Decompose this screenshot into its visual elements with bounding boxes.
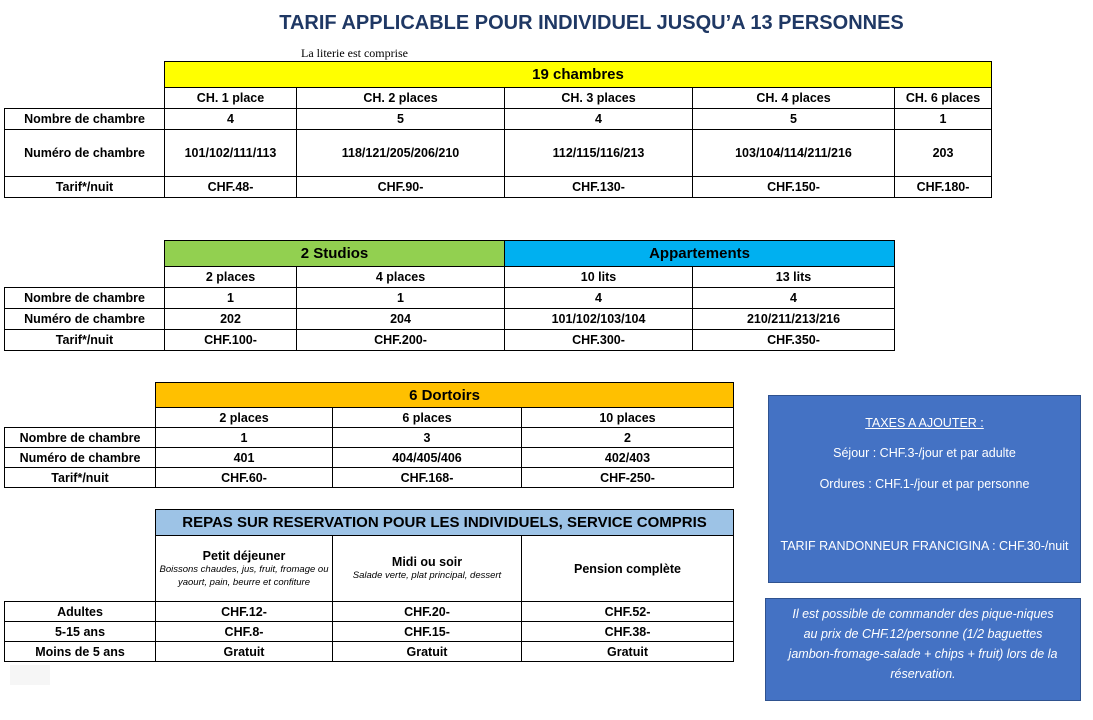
blank-cell [5, 62, 165, 88]
meal-price: CHF.12- [156, 602, 333, 622]
room-rate: CHF.130- [505, 177, 693, 198]
appartement-type: 10 lits [505, 267, 693, 288]
room-count: 5 [297, 109, 505, 130]
row-label-number: Numéro de chambre [5, 130, 165, 177]
dortoir-rate: CHF.168- [333, 468, 522, 488]
blank-cell [5, 88, 165, 109]
blank-cell [5, 241, 165, 267]
studio-numbers: 202 [165, 309, 297, 330]
taxes-ordures: Ordures : CHF.1-/jour et par personne [819, 477, 1030, 491]
appartement-count: 4 [505, 288, 693, 309]
studios-appartements-table [4, 240, 895, 351]
room-count: 1 [895, 109, 992, 130]
meal-price: Gratuit [522, 642, 734, 662]
room-type: CH. 2 places [297, 88, 505, 109]
dortoir-numbers: 402/403 [522, 448, 734, 468]
meal-price: CHF.8- [156, 622, 333, 642]
picnic-line: jambon-fromage-salade + chips + fruit) lors de la [788, 647, 1058, 661]
blank-cell [5, 510, 156, 536]
appartements-header: Appartements [505, 241, 895, 267]
picnic-box [765, 598, 1081, 701]
blank-cell [5, 383, 156, 408]
dortoirs-header: 6 Dortoirs [156, 383, 734, 408]
picnic-line: au prix de CHF.12/personne (1/2 baguettes [803, 627, 1043, 641]
blank-cell [5, 267, 165, 288]
tarif-randonneur: TARIF RANDONNEUR FRANCIGINA : CHF.30-/nuit [780, 539, 1069, 553]
row-label-count: Nombre de chambre [5, 109, 165, 130]
room-type: CH. 4 places [693, 88, 895, 109]
room-numbers: 203 [895, 130, 992, 177]
taxes-box [768, 395, 1081, 583]
row-label-rate: Tarif*/nuit [5, 177, 165, 198]
studio-type: 2 places [165, 267, 297, 288]
repas-table [4, 509, 734, 662]
room-type: CH. 6 places [895, 88, 992, 109]
page-title: TARIF APPLICABLE POUR INDIVIDUEL JUSQU’A 13 PERSONNES [279, 12, 904, 34]
appartement-numbers: 210/211/213/216 [693, 309, 895, 330]
studio-count: 1 [165, 288, 297, 309]
room-numbers: 101/102/111/113 [165, 130, 297, 177]
taxes-sejour: Séjour : CHF.3-/jour et par adulte [833, 446, 1016, 460]
dortoir-numbers: 401 [156, 448, 333, 468]
dortoir-numbers: 404/405/406 [333, 448, 522, 468]
appartement-rate: CHF.300- [505, 330, 693, 351]
chambres-table [4, 61, 992, 198]
room-rate: CHF.180- [895, 177, 992, 198]
dortoir-rate: CHF-250- [522, 468, 734, 488]
room-count: 4 [165, 109, 297, 130]
meal-name: Midi ou soir [391, 555, 463, 569]
row-label-count: Nombre de chambre [5, 428, 156, 448]
picnic-line: Il est possible de commander des pique-niques [792, 607, 1054, 621]
meal-breakfast [156, 536, 333, 602]
studio-numbers: 204 [297, 309, 505, 330]
room-rate: CHF.48- [165, 177, 297, 198]
age-label: Moins de 5 ans [5, 642, 156, 662]
faint-artifact [10, 665, 50, 685]
blank-cell [5, 408, 156, 428]
studio-count: 1 [297, 288, 505, 309]
meal-price: CHF.52- [522, 602, 734, 622]
dortoir-type: 2 places [156, 408, 333, 428]
row-label-rate: Tarif*/nuit [5, 468, 156, 488]
dortoir-count: 3 [333, 428, 522, 448]
age-label: Adultes [5, 602, 156, 622]
dortoirs-table [4, 382, 734, 488]
taxes-title: TAXES A AJOUTER : [865, 416, 984, 430]
row-label-rate: Tarif*/nuit [5, 330, 165, 351]
meal-description: Boissons chaudes, jus, fruit, fromage ou yaourt, pain, beurre et confiture [159, 563, 329, 588]
picnic-line: réservation. [890, 667, 956, 681]
meal-price: CHF.20- [333, 602, 522, 622]
room-rate: CHF.90- [297, 177, 505, 198]
meal-name: Pension complète [574, 561, 681, 576]
row-label-number: Numéro de chambre [5, 448, 156, 468]
appartement-numbers: 101/102/103/104 [505, 309, 693, 330]
studio-rate: CHF.200- [297, 330, 505, 351]
studio-type: 4 places [297, 267, 505, 288]
age-label: 5-15 ans [5, 622, 156, 642]
dortoir-count: 2 [522, 428, 734, 448]
dortoir-count: 1 [156, 428, 333, 448]
meal-full-board [522, 536, 734, 602]
appartement-count: 4 [693, 288, 895, 309]
dortoir-type: 10 places [522, 408, 734, 428]
room-numbers: 118/121/205/206/210 [297, 130, 505, 177]
room-count: 4 [505, 109, 693, 130]
meal-price: Gratuit [333, 642, 522, 662]
room-count: 5 [693, 109, 895, 130]
row-label-number: Numéro de chambre [5, 309, 165, 330]
room-numbers: 112/115/116/213 [505, 130, 693, 177]
appartement-rate: CHF.350- [693, 330, 895, 351]
repas-header: REPAS SUR RESERVATION POUR LES INDIVIDUELS, SERVICE COMPRIS [156, 510, 734, 536]
meal-lunch-dinner [333, 536, 522, 602]
room-type: CH. 3 places [505, 88, 693, 109]
meal-price: CHF.38- [522, 622, 734, 642]
room-rate: CHF.150- [693, 177, 895, 198]
row-label-count: Nombre de chambre [5, 288, 165, 309]
dortoir-type: 6 places [333, 408, 522, 428]
dortoir-rate: CHF.60- [156, 468, 333, 488]
blank-cell [5, 536, 156, 602]
chambres-header: 19 chambres [165, 62, 992, 88]
meal-price: Gratuit [156, 642, 333, 662]
meal-description: Salade verte, plat principal, dessert [352, 570, 502, 581]
bedding-note: La literie est comprise [301, 46, 408, 60]
studio-rate: CHF.100- [165, 330, 297, 351]
room-numbers: 103/104/114/211/216 [693, 130, 895, 177]
studios-header: 2 Studios [165, 241, 505, 267]
room-type: CH. 1 place [165, 88, 297, 109]
appartement-type: 13 lits [693, 267, 895, 288]
meal-price: CHF.15- [333, 622, 522, 642]
meal-name: Petit déjeuner [202, 548, 286, 563]
